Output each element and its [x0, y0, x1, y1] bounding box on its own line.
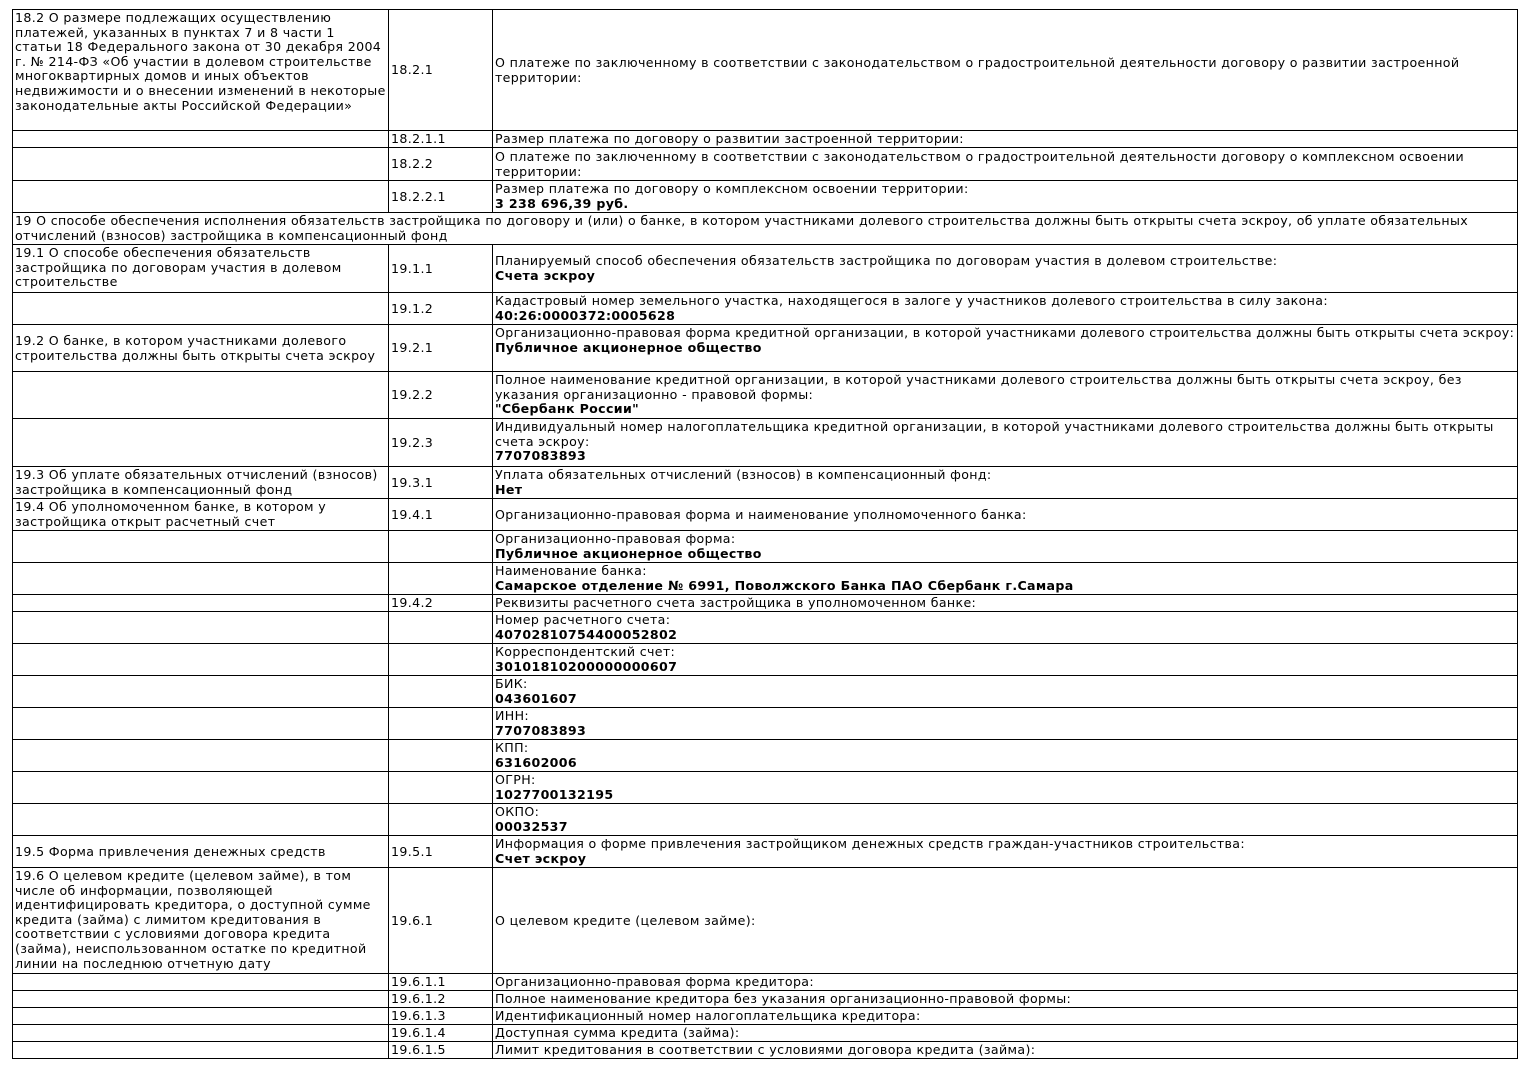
section-cell: 19.2 О банке, в котором участниками долевого строительства должны быть открыты счета эскроу: [13, 325, 389, 372]
field-value: 7707083893: [495, 722, 587, 738]
content-cell: [493, 531, 1518, 563]
content-cell: [493, 245, 1518, 293]
table-row: [13, 245, 1518, 293]
table-row: [13, 868, 1518, 974]
section-cell: 18.2 О размере подлежащих осуществлению платежей, указанных в пунктах 7 и 8 части 1 статьи 18 Федерального закона от 30 декабря 2004 г. № 214-ФЗ «Об участии в долевом строительстве многоквартирных домов и иных объектов недвижимости и о внесении изменений в некоторые законодательные акты Российской Федерации»: [13, 10, 389, 131]
content-cell: [493, 644, 1518, 676]
table-row: [13, 644, 1518, 676]
code-cell: 19.6.1.1: [389, 974, 493, 991]
table-row: [13, 499, 1518, 531]
section-cell: [13, 1025, 389, 1042]
table-row: [13, 1008, 1518, 1025]
content-cell: [493, 595, 1518, 612]
section-cell: [13, 676, 389, 708]
section-cell: [13, 419, 389, 467]
table-row: [13, 131, 1518, 148]
content-cell: [493, 181, 1518, 213]
field-label: Организационно-правовая форма кредитной организации, в которой участниками долевого строительства должны быть открыты счета эскроу:: [495, 325, 1515, 340]
field-value: 30101810200000000607: [495, 658, 678, 674]
section-cell: [13, 181, 389, 213]
content-cell: [493, 293, 1518, 325]
field-value: Счет эскроу: [495, 850, 587, 866]
field-label: Размер платежа по договору о комплексном освоении территории:: [495, 181, 969, 196]
code-cell: [389, 563, 493, 595]
content-cell: [493, 740, 1518, 772]
field-label: Размер платежа по договору о развитии застроенной территории:: [495, 131, 964, 147]
field-value: 631602006: [495, 754, 578, 770]
section-cell: 19.5 Форма привлечения денежных средств: [13, 836, 389, 868]
field-label: ОГРН:: [495, 772, 536, 787]
content-cell: [493, 836, 1518, 868]
content-cell: [493, 325, 1518, 372]
code-cell: 18.2.2: [389, 148, 493, 181]
table-row: [13, 991, 1518, 1008]
field-label: Полное наименование кредитной организации, в которой участниками долевого строительства должны быть открыты счета эскроу, без указания организационно - правовой формы:: [495, 372, 1462, 402]
table-row: [13, 419, 1518, 467]
section-cell: 19.1 О способе обеспечения обязательств застройщика по договорам участия в долевом строительстве: [13, 245, 389, 293]
content-cell: [493, 772, 1518, 804]
code-cell: [389, 708, 493, 740]
section-cell: 19.4 Об уполномоченном банке, в котором у застройщика открыт расчетный счет: [13, 499, 389, 531]
field-value: Нет: [495, 481, 523, 497]
code-cell: 19.3.1: [389, 467, 493, 499]
code-cell: 19.6.1.4: [389, 1025, 493, 1042]
field-label: Кадастровый номер земельного участка, находящегося в залоге у участников долевого строительства в силу закона:: [495, 293, 1328, 308]
field-label: Номер расчетного счета:: [495, 612, 671, 627]
section-cell: [13, 804, 389, 836]
table-row: [13, 372, 1518, 419]
content-cell: [493, 868, 1518, 974]
field-value: Публичное акционерное общество: [495, 339, 762, 355]
field-value: Самарское отделение № 6991, Поволжского Банка ПАО Сбербанк г.Самара: [495, 577, 1074, 593]
field-label: О платеже по заключенному в соответствии с законодательством о градостроительной деятельности договору о комплексном освоении территории:: [495, 148, 1465, 179]
section-cell: 19.6 О целевом кредите (целевом займе), в том числе об информации, позволяющей идентифицировать кредитора, о доступной сумме кредита (займа) с лимитом кредитования в соответствии с условиями договора кредита (займа), неиспользованном остатке по кредитной линии на последнюю отчетную дату: [13, 868, 389, 974]
field-value: "Сбербанк России": [495, 401, 640, 417]
table-row: [13, 708, 1518, 740]
content-cell: [493, 612, 1518, 644]
code-cell: 19.6.1.5: [389, 1042, 493, 1059]
content-cell: [493, 804, 1518, 836]
table-row: [13, 293, 1518, 325]
field-label: Полное наименование кредитора без указания организационно-правовой формы:: [495, 991, 1072, 1007]
field-label: Уплата обязательных отчислений (взносов) в компенсационный фонд:: [495, 467, 992, 482]
section-cell: [13, 148, 389, 181]
field-value: 043601607: [495, 690, 578, 706]
table-row: [13, 595, 1518, 612]
field-label: КПП:: [495, 740, 529, 755]
table-row: [13, 676, 1518, 708]
code-cell: 19.2.2: [389, 372, 493, 419]
field-value: 7707083893: [495, 448, 587, 464]
code-cell: 19.1.1: [389, 245, 493, 293]
field-value: Счета эскроу: [495, 268, 596, 283]
table-row: [13, 148, 1518, 181]
section-cell: [13, 293, 389, 325]
content-cell: [493, 467, 1518, 499]
content-cell: [493, 419, 1518, 467]
content-cell: [493, 563, 1518, 595]
section-19-header: 19 О способе обеспечения исполнения обязательств застройщика по договору и (или) о банке, в котором участниками долевого строительства должны быть открыты счета эскроу, об уплате обязательных отчислений (взносов) застройщика в компенсационный фонд: [13, 213, 1518, 245]
content-cell: [493, 708, 1518, 740]
table-row: [13, 1042, 1518, 1059]
field-label: Лимит кредитования в соответствии с условиями договора кредита (займа):: [495, 1042, 1036, 1058]
table-row: [13, 804, 1518, 836]
field-value: 40:26:0000372:0005628: [495, 307, 676, 323]
code-cell: 19.5.1: [389, 836, 493, 868]
field-value: 3 238 696,39 руб.: [495, 195, 629, 211]
field-label: Доступная сумма кредита (займа):: [495, 1025, 740, 1041]
code-cell: [389, 772, 493, 804]
field-value: 1027700132195: [495, 786, 614, 802]
code-cell: [389, 644, 493, 676]
field-label: Планируемый способ обеспечения обязательств застройщика по договорам участия в долевом строительстве:: [495, 253, 1278, 269]
code-cell: 19.6.1.3: [389, 1008, 493, 1025]
field-label: Информация о форме привлечения застройщиком денежных средств граждан-участников строительства:: [495, 836, 1245, 851]
section-cell: [13, 595, 389, 612]
code-cell: 18.2.2.1: [389, 181, 493, 213]
field-value: 00032537: [495, 818, 568, 834]
section-cell: [13, 1042, 389, 1059]
code-cell: 18.2.1.1: [389, 131, 493, 148]
section-cell: [13, 372, 389, 419]
code-cell: 19.1.2: [389, 293, 493, 325]
section-cell: [13, 740, 389, 772]
table-row: [13, 467, 1518, 499]
content-cell: [493, 974, 1518, 991]
field-value: 40702810754400052802: [495, 626, 678, 642]
table-row: [13, 740, 1518, 772]
field-label: Наименование банка:: [495, 563, 647, 578]
field-label: Организационно-правовая форма кредитора:: [495, 974, 814, 990]
content-cell: [493, 676, 1518, 708]
section-cell: [13, 1008, 389, 1025]
section-cell: [13, 531, 389, 563]
section-header-row: [13, 213, 1518, 245]
table-row: [13, 10, 1518, 131]
field-label: Организационно-правовая форма:: [495, 531, 736, 546]
content-cell: [493, 148, 1518, 181]
field-value: Публичное акционерное общество: [495, 545, 762, 561]
code-cell: [389, 612, 493, 644]
field-label: ИНН:: [495, 708, 530, 723]
section-cell: [13, 131, 389, 148]
section-cell: [13, 644, 389, 676]
code-cell: 19.6.1.2: [389, 991, 493, 1008]
code-cell: 19.6.1: [389, 868, 493, 974]
table-row: [13, 836, 1518, 868]
table-row: [13, 1025, 1518, 1042]
table-row: [13, 325, 1518, 372]
table-row: [13, 612, 1518, 644]
field-label: ОКПО:: [495, 804, 540, 819]
code-cell: 19.2.1: [389, 325, 493, 372]
section-cell: [13, 563, 389, 595]
content-cell: [493, 499, 1518, 531]
section-cell: [13, 708, 389, 740]
section-cell: 19.3 Об уплате обязательных отчислений (взносов) застройщика в компенсационный фонд: [13, 467, 389, 499]
field-label: О целевом кредите (целевом займе):: [495, 912, 756, 928]
content-cell: [493, 1025, 1518, 1042]
field-label: О платеже по заключенному в соответствии с законодательством о градостроительной деятельности договору о развитии застроенной территории:: [495, 54, 1460, 85]
table-row: [13, 563, 1518, 595]
code-cell: 19.2.3: [389, 419, 493, 467]
table-row: [13, 974, 1518, 991]
table-row: [13, 181, 1518, 213]
section-cell: [13, 612, 389, 644]
content-cell: [493, 131, 1518, 148]
code-cell: [389, 531, 493, 563]
code-cell: [389, 804, 493, 836]
code-cell: [389, 676, 493, 708]
content-cell: [493, 10, 1518, 131]
code-cell: 19.4.2: [389, 595, 493, 612]
field-label: БИК:: [495, 676, 528, 691]
code-cell: [389, 740, 493, 772]
field-label: Индивидуальный номер налогоплательщика кредитной организации, в которой участниками долевого строительства должны быть открыты счета эскроу:: [495, 419, 1494, 449]
field-label: Идентификационный номер налогоплательщика кредитора:: [495, 1008, 921, 1024]
field-label: Организационно-правовая форма и наименование уполномоченного банка:: [495, 506, 1027, 522]
table-row: [13, 772, 1518, 804]
declaration-table: [12, 9, 1518, 1059]
content-cell: [493, 1042, 1518, 1059]
content-cell: [493, 1008, 1518, 1025]
content-cell: [493, 991, 1518, 1008]
content-cell: [493, 372, 1518, 419]
code-cell: 19.4.1: [389, 499, 493, 531]
section-cell: [13, 772, 389, 804]
section-cell: [13, 974, 389, 991]
code-cell: 18.2.1: [389, 10, 493, 131]
section-cell: [13, 991, 389, 1008]
field-label: Реквизиты расчетного счета застройщика в уполномоченном банке:: [495, 595, 977, 611]
field-label: Корреспондентский счет:: [495, 644, 676, 659]
table-row: [13, 531, 1518, 563]
